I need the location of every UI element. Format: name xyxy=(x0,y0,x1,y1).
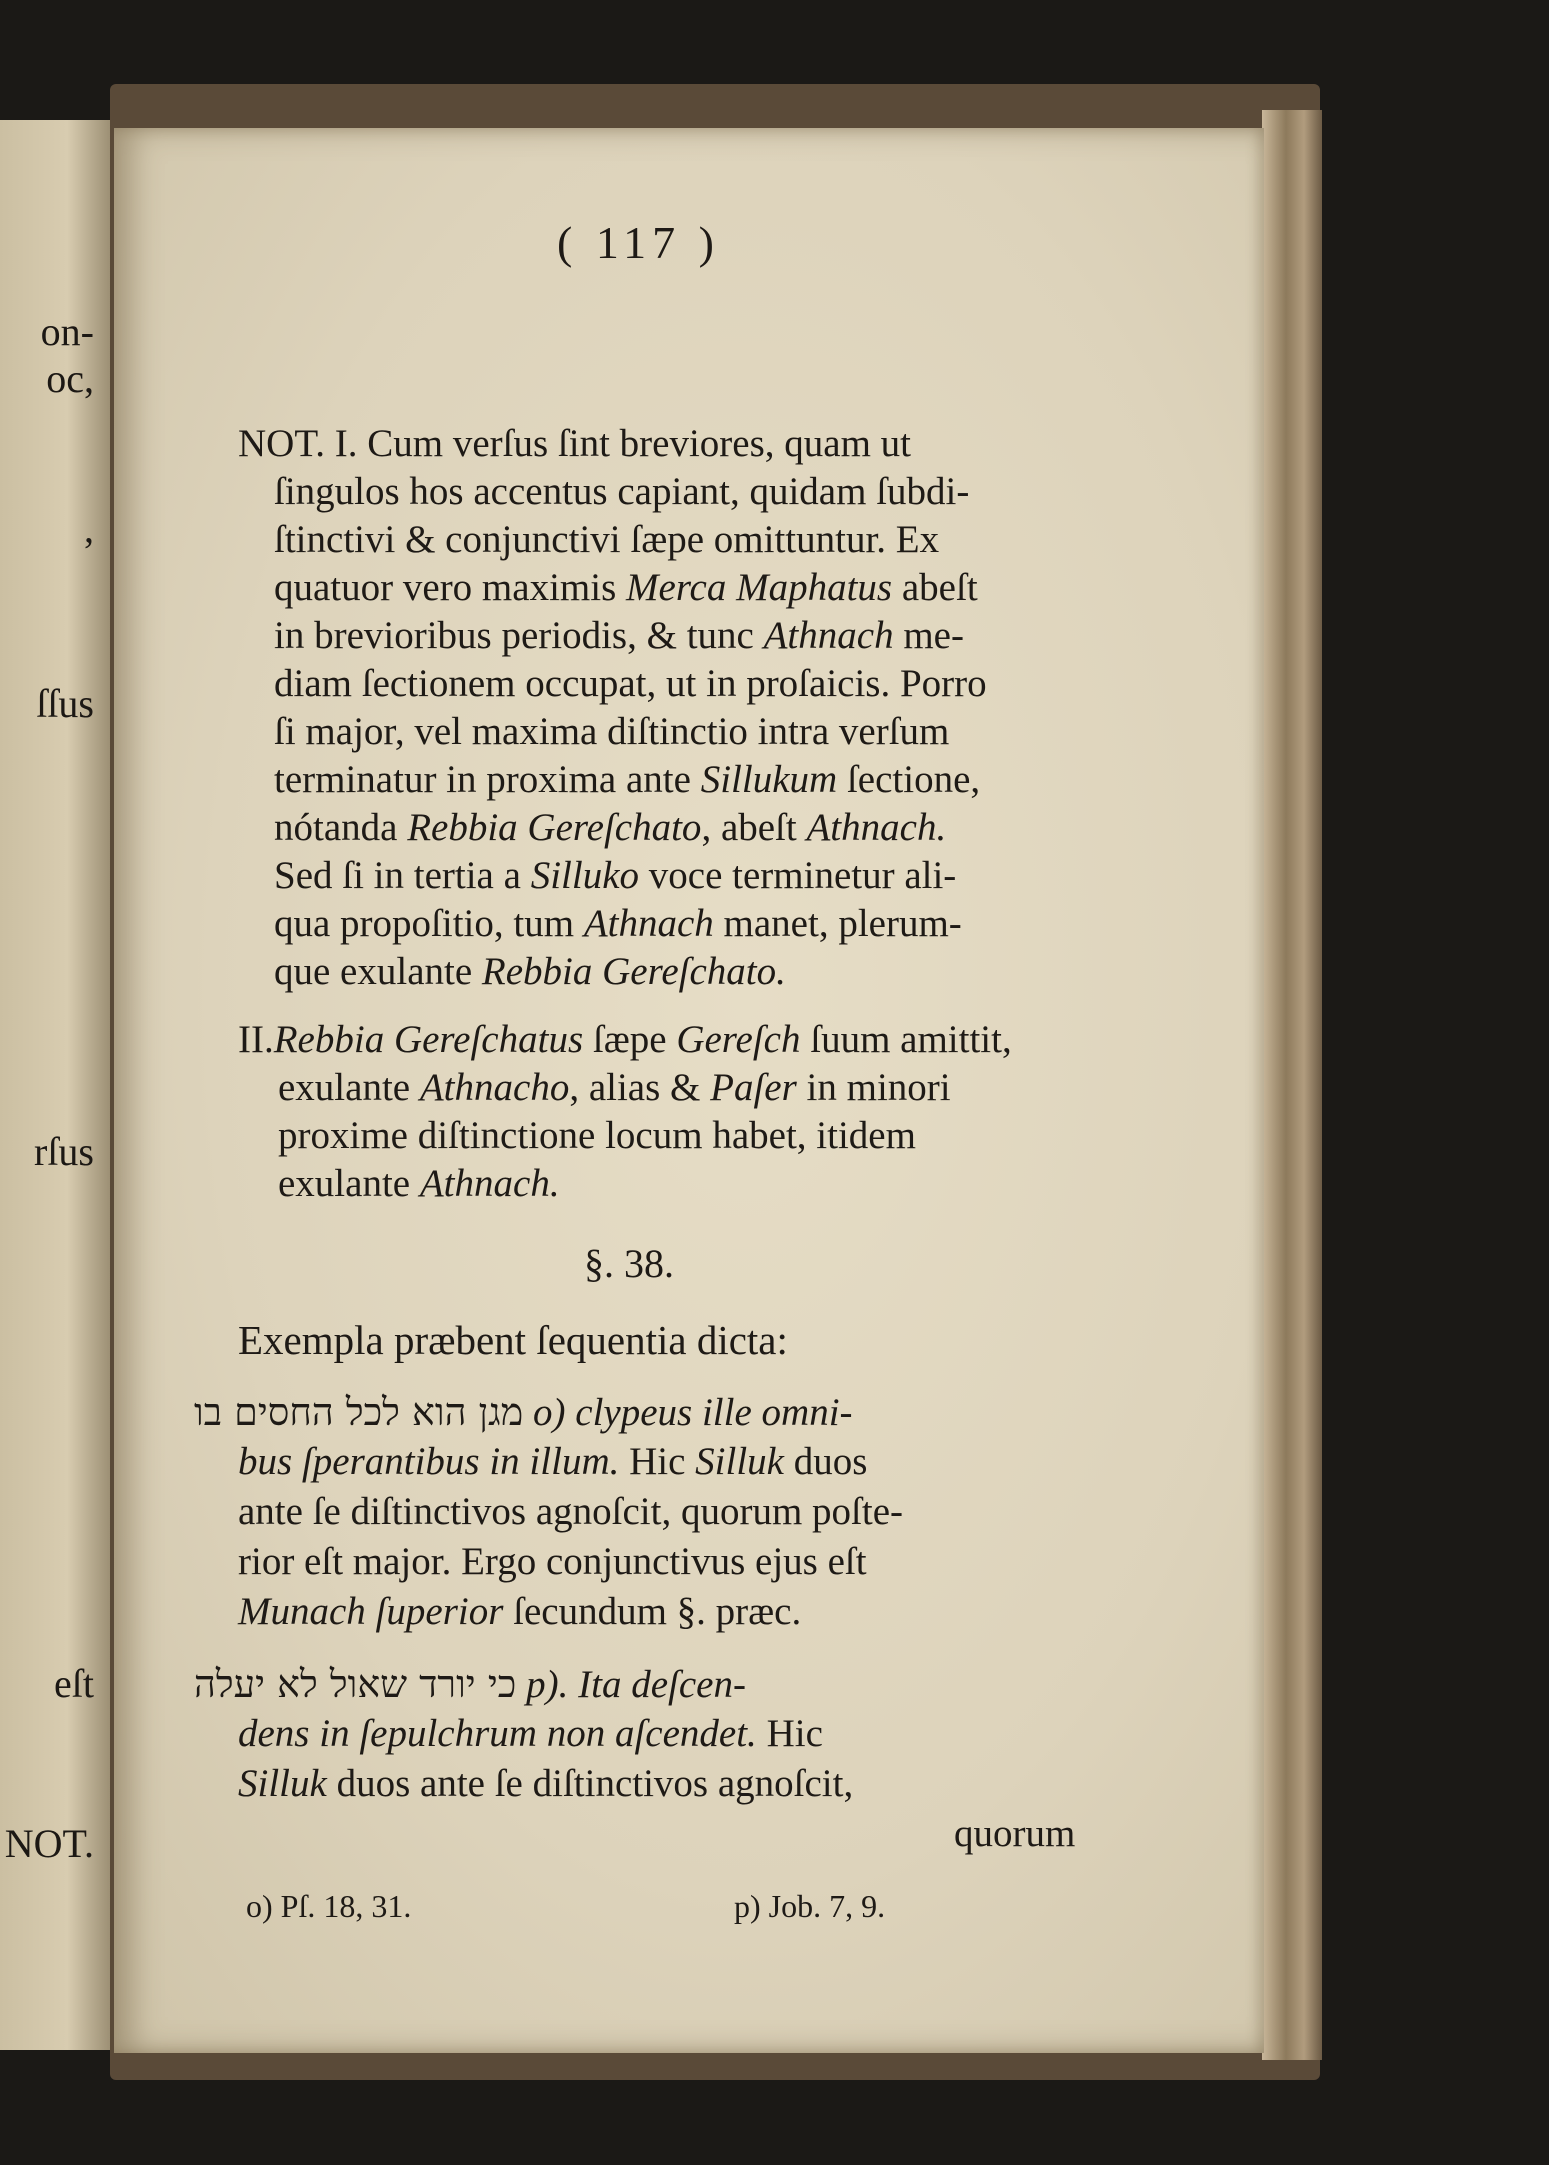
left-fragment: oc, xyxy=(46,356,94,401)
page-number: ( 117 ) xyxy=(557,217,720,268)
note2-line: proxime diſtinctione locum habet, itidem xyxy=(278,1114,916,1157)
note2-label: II. xyxy=(238,1018,274,1061)
note1-line: in brevioribus periodis, & tunc Athnach me- xyxy=(274,614,964,657)
example1-line: bus ſperantibus in illum. Hic Silluk duos xyxy=(238,1440,868,1483)
left-fragment: rſus xyxy=(34,1129,94,1174)
example2-line: dens in ſepulchrum non aſcendet. Hic xyxy=(238,1712,823,1755)
note2-line: exulante Athnach. xyxy=(278,1162,560,1205)
left-fragment: on- xyxy=(40,309,94,354)
example1-line: Munach ſuperior ſecundum §. præc. xyxy=(238,1590,802,1633)
note2-line: II.Rebbia Gereſchatus ſæpe Gereſch ſuum amittit, xyxy=(238,1018,1012,1061)
note1-line: quatuor vero maximis Merca Maphatus abeſt xyxy=(274,566,978,609)
note1-line: ſi major, vel maxima diſtinctio intra verſum xyxy=(274,710,950,753)
left-fragment: eſt xyxy=(54,1661,94,1706)
page-stack-edge xyxy=(1262,110,1322,2060)
note1-line: que exulante Rebbia Gereſchato. xyxy=(274,950,786,993)
note1-line: ſingulos hos accentus capiant, quidam ſubdi- xyxy=(274,470,970,513)
left-fragment: ſſus xyxy=(36,681,94,726)
note1-line: terminatur in proxima ante Sillukum ſectione, xyxy=(274,758,981,801)
note1-line: nótanda Rebbia Gereſchato, abeſt Athnach. xyxy=(274,806,947,849)
catchword: quorum xyxy=(954,1812,1076,1855)
note1-line: diam ſectionem occupat, ut in proſaicis. Porro xyxy=(274,662,987,705)
footnote-o: o) Pſ. 18, 31. xyxy=(246,1888,412,1924)
hebrew-verse: מגן הוא לכל החסים בו xyxy=(194,1390,524,1434)
left-fragment: , xyxy=(84,506,94,551)
note1-line: NOT. I. Cum verſus ſint breviores, quam ut xyxy=(238,422,912,465)
note1-line: Sed ſi in tertia a Silluko voce terminetur ali- xyxy=(274,854,957,897)
note1-label: NOT. I. xyxy=(238,422,358,465)
note1-line: ſtinctivi & conjunctivi ſæpe omittuntur. Ex xyxy=(274,518,940,561)
book-page xyxy=(114,128,1264,2053)
note2-line: exulante Athnacho, alias & Paſer in minori xyxy=(278,1066,951,1109)
footnote-p: p) Job. 7, 9. xyxy=(734,1888,886,1924)
example2-line: כי יורד שאול לא יעלה p). Ita deſcen- xyxy=(194,1662,746,1706)
example1-line: rior eſt major. Ergo conjunctivus ejus eſt xyxy=(238,1540,867,1583)
section-heading: §. 38. xyxy=(584,1241,674,1286)
example1-line: ante ſe diſtinctivos agnoſcit, quorum poſte- xyxy=(238,1490,904,1533)
hebrew-verse: כי יורד שאול לא יעלה xyxy=(194,1662,517,1706)
note1-line: qua propoſitio, tum Athnach manet, plerum- xyxy=(274,902,962,945)
example-intro: Exempla præbent ſequentia dicta: xyxy=(238,1317,788,1363)
example2-line: Silluk duos ante ſe diſtinctivos agnoſcit, xyxy=(238,1762,854,1805)
left-fragment: NOT. xyxy=(4,1821,94,1866)
left-page-edge xyxy=(0,120,112,2050)
example1-line: מגן הוא לכל החסים בו o) clypeus ille omni- xyxy=(194,1390,853,1434)
